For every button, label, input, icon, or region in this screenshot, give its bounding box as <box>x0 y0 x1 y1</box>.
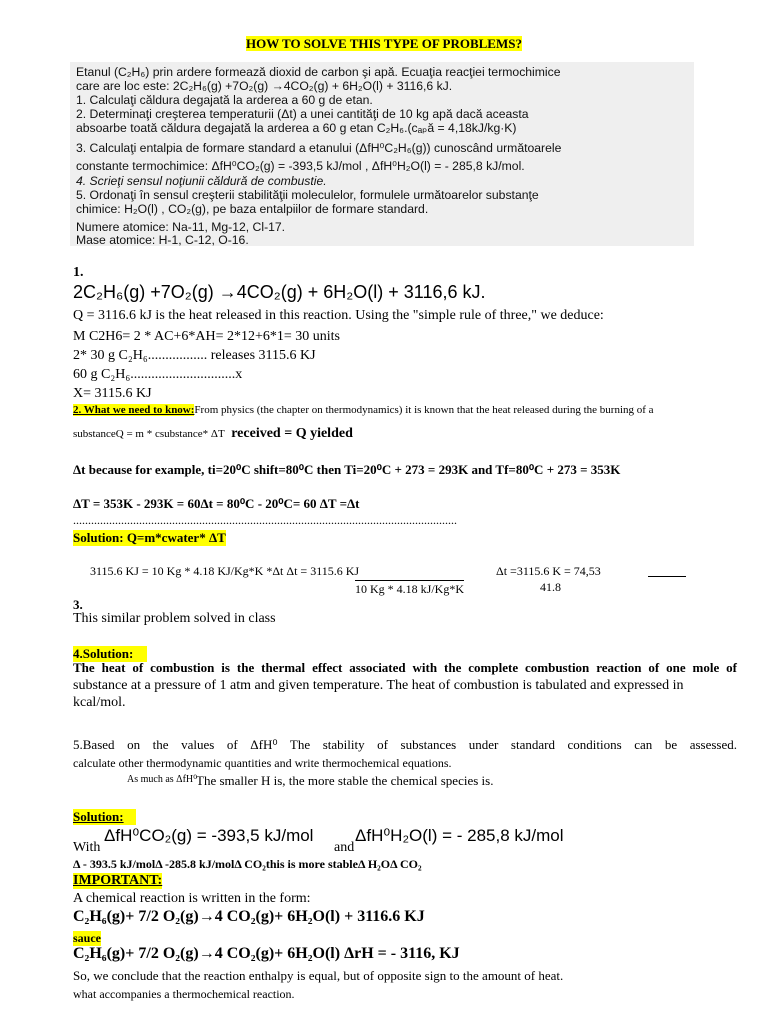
with-label: With <box>73 840 101 855</box>
result-x: X= 3115.6 KJ <box>73 386 152 401</box>
delta-t-calc-1: 3115.6 KJ = 10 Kg * 4.18 KJ/Kg*K *Δt Δt = 3115.6 KJ <box>90 564 360 578</box>
heat-statement: Q = 3116.6 kJ is the heat released in this reaction. Using the "simple rule of three," we deduce: <box>73 308 604 323</box>
important-label: IMPORTANT: <box>73 873 163 888</box>
rule-of-three-line-1: 2* 30 g C₂H₆................. releases 3115.6 KJ <box>73 348 316 363</box>
enthalpy-co2: ΔfH⁰CO₂(g) = -393,5 kJ/mol <box>104 826 314 845</box>
section-3-text: This similar problem solved in class <box>73 611 276 626</box>
excerpt-line: care are loc este: 2C₂H₆(g) +7O₂(g) →4CO₂(g) + 6H₂O(l) + 3116,6 kJ. <box>76 79 453 93</box>
section-5-line-1: 5.Based on the values of ΔfH⁰ The stability of substances under standard conditions can be assessed. <box>73 737 737 752</box>
heat-formula: substanceQ = m * csubstance* ΔT <box>73 428 225 440</box>
problem-excerpt-image <box>70 62 694 246</box>
reaction-with-heat: C₂H₆(g)+ 7/2 O₂(g)→4 CO₂(g)+ 6H₂O(l) + 3116.6 KJ <box>73 908 425 925</box>
molar-mass-line: M C2H6= 2 * AC+6*AH= 2*12+6*1= 30 units <box>73 329 340 344</box>
section-3-number: 3. <box>73 597 83 612</box>
heat-formula-line <box>73 426 353 442</box>
excerpt-line: absoarbe toată căldura degajată la arderea a 60 g etan C₂H₆.(cₐₚă = 4,18kJ/kg·K) <box>76 121 517 135</box>
section-2-intro <box>73 404 654 416</box>
rule-of-three-line-2: 60 g C₂H₆..............................x <box>73 367 243 382</box>
section-4-label: 4.Solution: <box>73 646 147 662</box>
excerpt-line: 5. Ordonaţi în sensul creşterii stabilităţii moleculelor, formulele următoarelor substanţe <box>76 188 539 202</box>
section-5-line-2: calculate other thermodynamic quantities and write thermochemical equations. <box>73 756 452 770</box>
conclusion-line-2: what accompanies a thermochemical reaction. <box>73 987 295 1001</box>
combustion-equation: 2C₂H₆(g) +7O₂(g) →4CO₂(g) + 6H₂O(l) + 3116,6 kJ. <box>73 282 486 302</box>
solution-formula: Solution: Q=m*cwater* ΔT <box>73 530 226 545</box>
fraction-underline <box>648 576 686 577</box>
reaction-with-enthalpy: C₂H₆(g)+ 7/2 O₂(g)→4 CO₂(g)+ 6H₂O(l) ΔrH = - 3116, KJ <box>73 945 460 962</box>
combustion-definition-line-3: kcal/mol. <box>73 695 126 710</box>
page-title: HOW TO SOLVE THIS TYPE OF PROBLEMS? <box>246 36 522 51</box>
section-5-line-3b: The smaller H is, the more stable the chemical species is. <box>196 773 494 788</box>
excerpt-line: Etanul (C₂H₆) prin ardere formează dioxid de carbon şi apă. Ecuaţia reacţiei termochimice <box>76 65 561 79</box>
section-5-line-3a: As much as ΔfH⁰ <box>127 774 198 785</box>
excerpt-line: 4. Scrieţi sensul noţiunii căldură de combustie. <box>76 174 327 188</box>
delta-t-denominator: 10 Kg * 4.18 kJ/Kg*K <box>355 582 465 596</box>
received-yielded: received = Q yielded <box>231 426 353 441</box>
and-label: and <box>334 840 355 855</box>
excerpt-line: 1. Calculaţi căldura degajată la arderea a 60 g de etan. <box>76 93 373 107</box>
delta-t-calc-2: Δt =3115.6 K = 74,53 <box>496 564 601 578</box>
sauce-label: sauce <box>73 931 101 945</box>
section-1-number: 1. <box>73 265 84 280</box>
combustion-definition-bold: The heat of combustion is the thermal effect associated with the complete combustion reaction of one mole of <box>73 660 737 675</box>
important-line-1: A chemical reaction is written in the form: <box>73 891 311 906</box>
what-we-need-label: 2. What we need to know: <box>73 404 195 416</box>
enthalpy-h2o: ΔfH⁰H₂O(l) = - 285,8 kJ/mol <box>355 826 564 845</box>
section-2-text: From physics (the chapter on thermodynamics) it is known that the heat released during the burning of a <box>194 404 654 416</box>
section-5-solution-label: Solution: <box>73 809 136 825</box>
dotted-separator: ................................................................................................................................ <box>73 513 457 527</box>
delta-t-calc-2-denominator: 41.8 <box>540 580 561 594</box>
combustion-definition-line-2: substance at a pressure of 1 atm and given temperature. The heat of combustion is tabulated and expressed in <box>73 678 684 693</box>
excerpt-line: chimice: H₂O(l) , CO₂(g), pe baza entalpiilor de formare standard. <box>76 202 429 216</box>
delta-t-line: ΔT = 353K - 293K = 60Δt = 80⁰C - 20⁰C= 60 ΔT =Δt <box>73 496 360 511</box>
excerpt-line: 3. Calculaţi entalpia de formare standard a etanului (ΔfH⁰C₂H₆(g)) cunoscând următoarele <box>76 141 562 155</box>
excerpt-line: constante termochimice: ΔfH⁰CO₂(g) = -393,5 kJ/mol , ΔfH⁰H₂O(l) = - 285,8 kJ/mol. <box>76 159 525 173</box>
conclusion-line-1: So, we conclude that the reaction enthalpy is equal, but of opposite sign to the amount of heat. <box>73 968 564 983</box>
stability-comparison: Δ - 393.5 kJ/molΔ -285.8 kJ/molΔ CO₂this is more stableΔ H₂OΔ CO₂ <box>73 857 422 871</box>
excerpt-line: Numere atomice: Na-11, Mg-12, Cl-17. <box>76 220 286 234</box>
temperature-conversion: Δt because for example, ti=20⁰C shift=80⁰C then Ti=20⁰C + 273 = 293K and Tf=80⁰C + 273 = 353K <box>73 462 621 477</box>
excerpt-line: Mase atomice: H-1, C-12, O-16. <box>76 233 249 247</box>
excerpt-line: 2. Determinaţi creşterea temperaturii (Δt) a unei cantităţi de 10 kg apă dacă aceasta <box>76 107 529 121</box>
